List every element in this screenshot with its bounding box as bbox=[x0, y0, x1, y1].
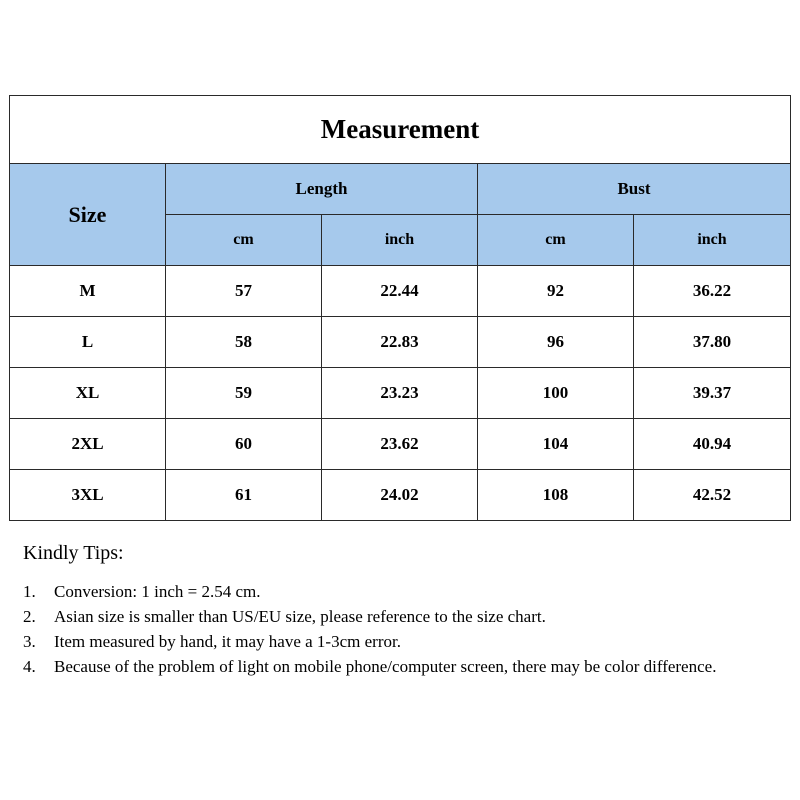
tip-number: 2. bbox=[23, 607, 36, 626]
length-inch-cell: 24.02 bbox=[322, 470, 478, 521]
size-cell: L bbox=[10, 317, 166, 368]
bust-cm-cell: 104 bbox=[478, 419, 634, 470]
bust-inch-cell: 39.37 bbox=[634, 368, 791, 419]
length-inch-header: inch bbox=[322, 215, 478, 266]
length-header: Length bbox=[166, 164, 478, 215]
length-cm-header: cm bbox=[166, 215, 322, 266]
tip-text: Item measured by hand, it may have a 1-3cm error. bbox=[54, 632, 401, 651]
list-item bbox=[23, 579, 783, 604]
size-chart-table bbox=[9, 95, 791, 521]
bust-header: Bust bbox=[478, 164, 791, 215]
table-row bbox=[10, 470, 791, 521]
length-inch-cell: 23.23 bbox=[322, 368, 478, 419]
size-cell: 3XL bbox=[10, 470, 166, 521]
bust-cm-cell: 92 bbox=[478, 266, 634, 317]
table-row bbox=[10, 266, 791, 317]
bust-inch-cell: 42.52 bbox=[634, 470, 791, 521]
length-inch-cell: 23.62 bbox=[322, 419, 478, 470]
tips-list bbox=[23, 579, 783, 679]
length-cm-cell: 58 bbox=[166, 317, 322, 368]
bust-inch-cell: 36.22 bbox=[634, 266, 791, 317]
tip-number: 3. bbox=[23, 632, 36, 651]
bust-cm-header: cm bbox=[478, 215, 634, 266]
list-item bbox=[23, 654, 783, 679]
size-cell: M bbox=[10, 266, 166, 317]
table-row bbox=[10, 419, 791, 470]
bust-inch-cell: 37.80 bbox=[634, 317, 791, 368]
length-cm-cell: 59 bbox=[166, 368, 322, 419]
table-row bbox=[10, 368, 791, 419]
list-item bbox=[23, 604, 783, 629]
kindly-tips bbox=[23, 542, 783, 679]
length-cm-cell: 60 bbox=[166, 419, 322, 470]
bust-cm-cell: 96 bbox=[478, 317, 634, 368]
size-cell: 2XL bbox=[10, 419, 166, 470]
tips-title: Kindly Tips: bbox=[23, 542, 124, 564]
tip-text: Because of the problem of light on mobile phone/computer screen, there may be color difference. bbox=[54, 657, 717, 676]
table-row bbox=[10, 317, 791, 368]
length-cm-cell: 61 bbox=[166, 470, 322, 521]
length-cm-cell: 57 bbox=[166, 266, 322, 317]
length-inch-cell: 22.83 bbox=[322, 317, 478, 368]
tip-number: 4. bbox=[23, 657, 36, 676]
bust-inch-header: inch bbox=[634, 215, 791, 266]
bust-cm-cell: 108 bbox=[478, 470, 634, 521]
length-inch-cell: 22.44 bbox=[322, 266, 478, 317]
tip-number: 1. bbox=[23, 582, 36, 601]
tip-text: Asian size is smaller than US/EU size, please reference to the size chart. bbox=[54, 607, 546, 626]
bust-cm-cell: 100 bbox=[478, 368, 634, 419]
size-cell: XL bbox=[10, 368, 166, 419]
tip-text: Conversion: 1 inch = 2.54 cm. bbox=[54, 582, 261, 601]
bust-inch-cell: 40.94 bbox=[634, 419, 791, 470]
table-title: Measurement bbox=[10, 96, 791, 164]
size-header: Size bbox=[10, 164, 166, 266]
list-item bbox=[23, 629, 783, 654]
